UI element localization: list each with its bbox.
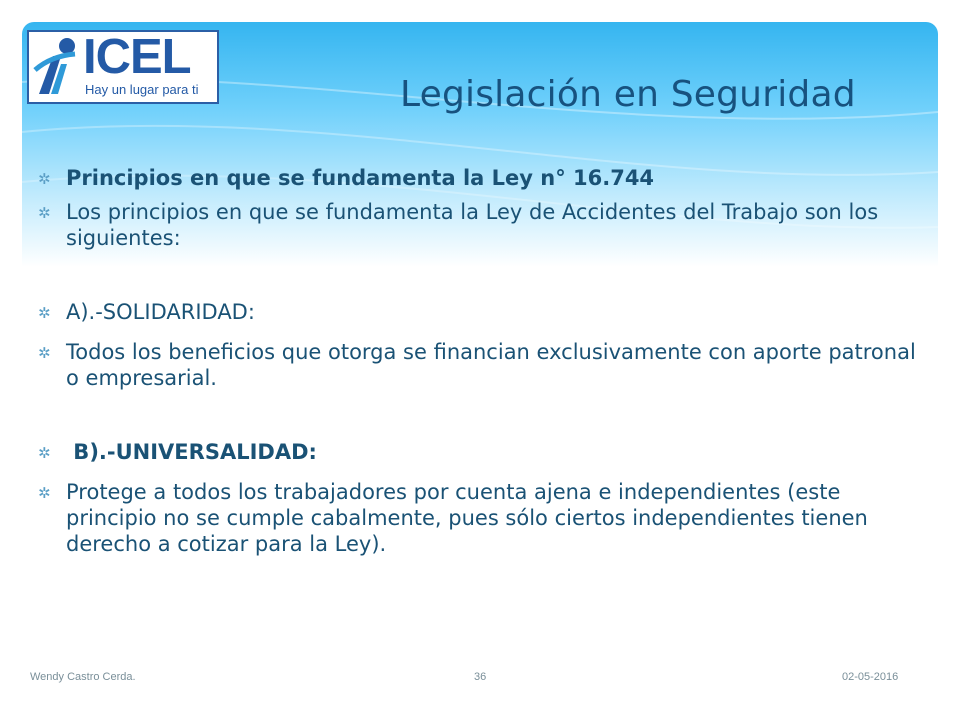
icel-logo	[27, 30, 219, 104]
bullet-text: A).-SOLIDARIDAD:	[66, 300, 255, 324]
footer-author: Wendy Castro Cerda.	[30, 671, 136, 683]
slide-title: Legislación en Seguridad	[400, 74, 856, 115]
logo-wordmark: ICEL	[83, 30, 191, 84]
bullet-text: Protege a todos los trabajadores por cuenta ajena e independientes (este principio no se cumple cabalmente, pues sólo ciertos independientes tienen derecho a cotizar para la Ley).	[66, 480, 868, 556]
bullet-text: Todos los beneficios que otorga se financian exclusivamente con aporte patronal o empresarial.	[66, 340, 916, 390]
bullet-icon: ✲	[38, 344, 51, 362]
bullet-list	[38, 165, 918, 557]
bullet-heading-principles	[38, 165, 918, 191]
bullet-intro	[38, 199, 918, 251]
person-figure-icon	[31, 34, 85, 100]
bullet-text: Principios en que se fundamenta la Ley n° 16.744	[66, 166, 655, 190]
footer-page-number: 36	[474, 671, 487, 683]
footer-date: 02-05-2016	[842, 671, 899, 683]
bullet-icon: ✲	[38, 304, 51, 322]
bullet-universalidad-heading	[38, 439, 918, 465]
bullet-solidaridad-text	[38, 339, 918, 391]
bullet-universalidad-text	[38, 479, 918, 557]
bullet-text: Los principios en que se fundamenta la Ley de Accidentes del Trabajo son los siguientes:	[66, 200, 879, 250]
bullet-icon: ✲	[38, 444, 51, 462]
logo-tagline: Hay un lugar para ti	[85, 82, 199, 97]
bullet-icon: ✲	[38, 484, 51, 502]
bullet-icon: ✲	[38, 170, 51, 188]
bullet-icon: ✲	[38, 204, 51, 222]
bullet-text: B).-UNIVERSALIDAD:	[66, 440, 317, 464]
bullet-solidaridad-heading	[38, 299, 918, 325]
